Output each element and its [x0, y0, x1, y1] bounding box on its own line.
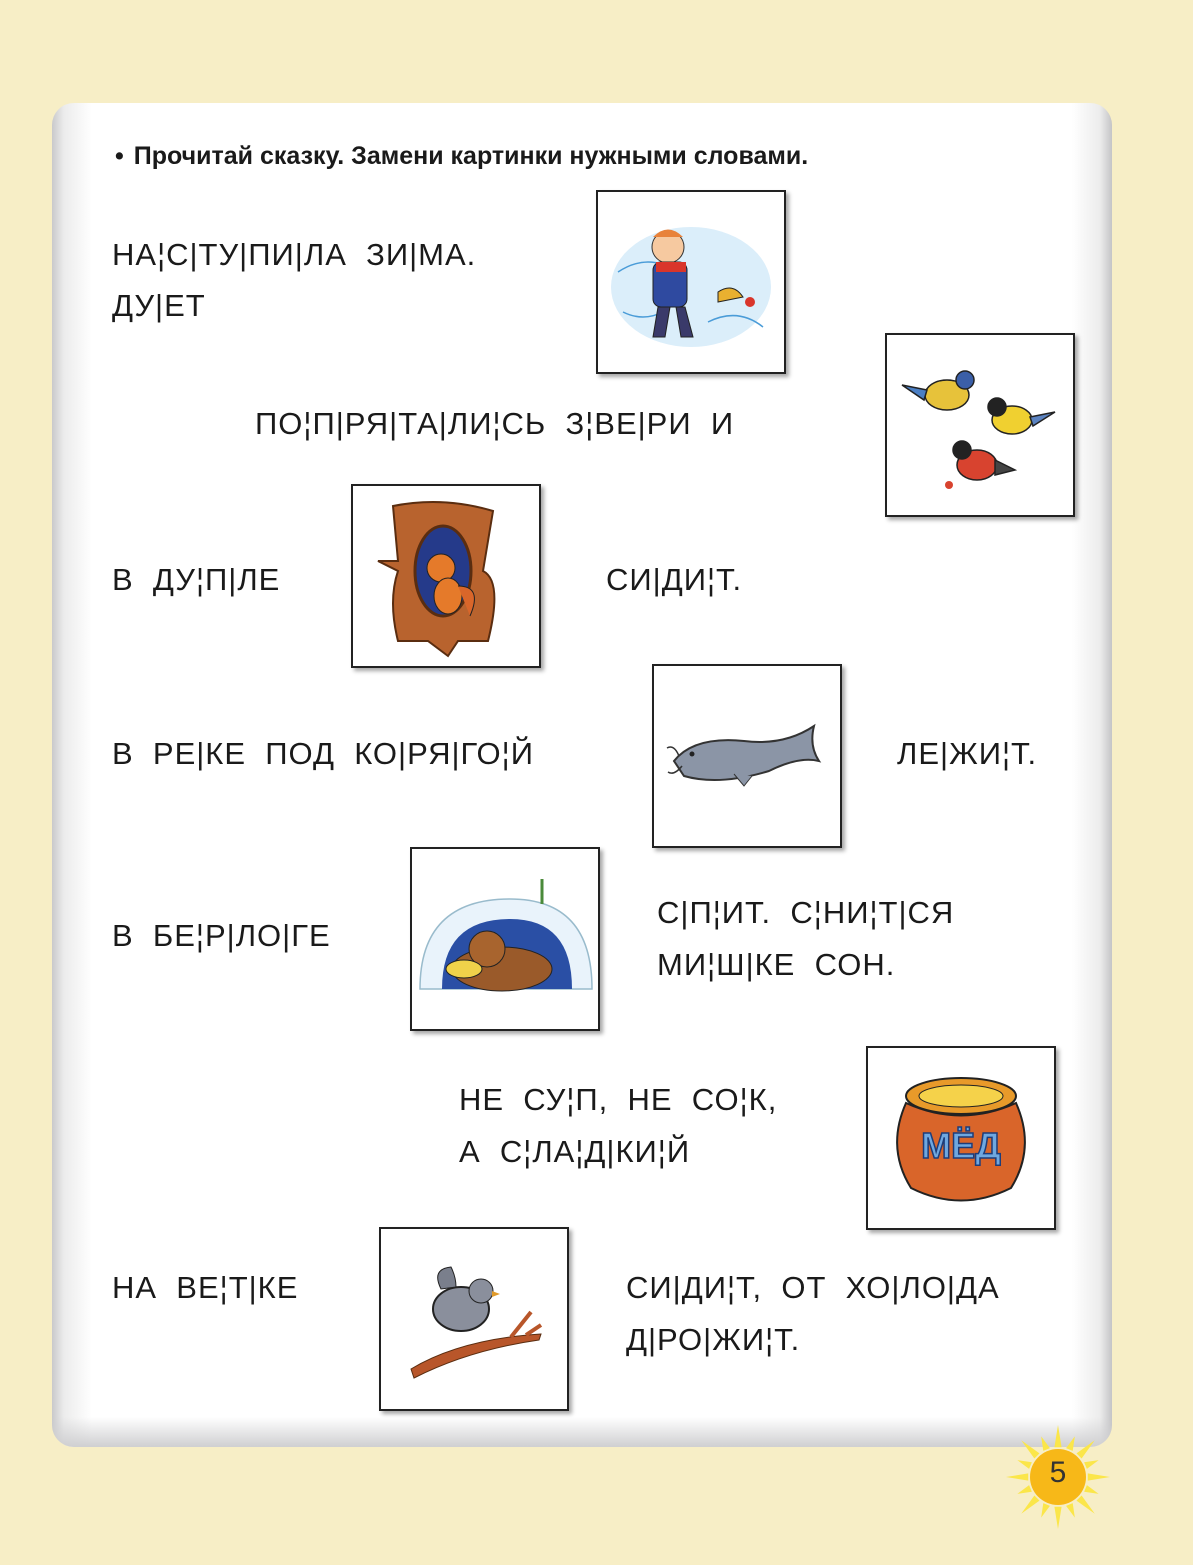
honey-label: МЁД	[921, 1125, 1001, 1166]
story-line: А С¦ЛА¦Д|КИ¦Й	[459, 1134, 691, 1169]
instruction-text: Прочитай сказку. Замени картинки нужными словами.	[133, 142, 809, 170]
picture-blizzard	[596, 190, 786, 374]
picture-honey-pot	[866, 1046, 1056, 1230]
story-line: МИ¦Ш|КЕ СОН.	[657, 947, 896, 982]
bullet: •	[115, 142, 124, 170]
story-line: НЕ СУ¦П, НЕ СО¦К,	[459, 1082, 778, 1117]
picture-catfish	[652, 664, 842, 848]
story-line: НА¦С|ТУ|ПИ|ЛА ЗИ|МА.	[112, 237, 477, 272]
story-line: СИ|ДИ¦Т.	[606, 562, 743, 597]
story-line: В РЕ|КЕ ПОД КО|РЯ|ГО¦Й	[112, 736, 535, 771]
picture-birds	[885, 333, 1075, 517]
picture-sleeping-bear	[410, 847, 600, 1031]
story-line: В ДУ¦П|ЛЕ	[112, 562, 281, 597]
instruction	[115, 142, 808, 171]
story-line: ПО¦П|РЯ|ТА|ЛИ¦СЬ З¦ВЕ|РИ И	[255, 406, 735, 441]
picture-squirrel-in-hollow	[351, 484, 541, 668]
story-line: С|П¦ИТ. С¦НИ¦Т|СЯ	[657, 895, 955, 930]
picture-bird-on-branch	[379, 1227, 569, 1411]
story-line: ЛЕ|ЖИ¦Т.	[897, 736, 1038, 771]
story-line: ДУ|ЕТ	[112, 288, 206, 323]
story-line: НА ВЕ¦Т|КЕ	[112, 1270, 299, 1305]
page-number: 5	[1049, 1456, 1067, 1489]
story-line: Д|РО|ЖИ¦Т.	[626, 1322, 801, 1357]
story-line: СИ|ДИ¦Т, ОТ ХО|ЛО|ДА	[626, 1270, 1000, 1305]
story-line: В БЕ¦Р|ЛО|ГЕ	[112, 918, 331, 953]
